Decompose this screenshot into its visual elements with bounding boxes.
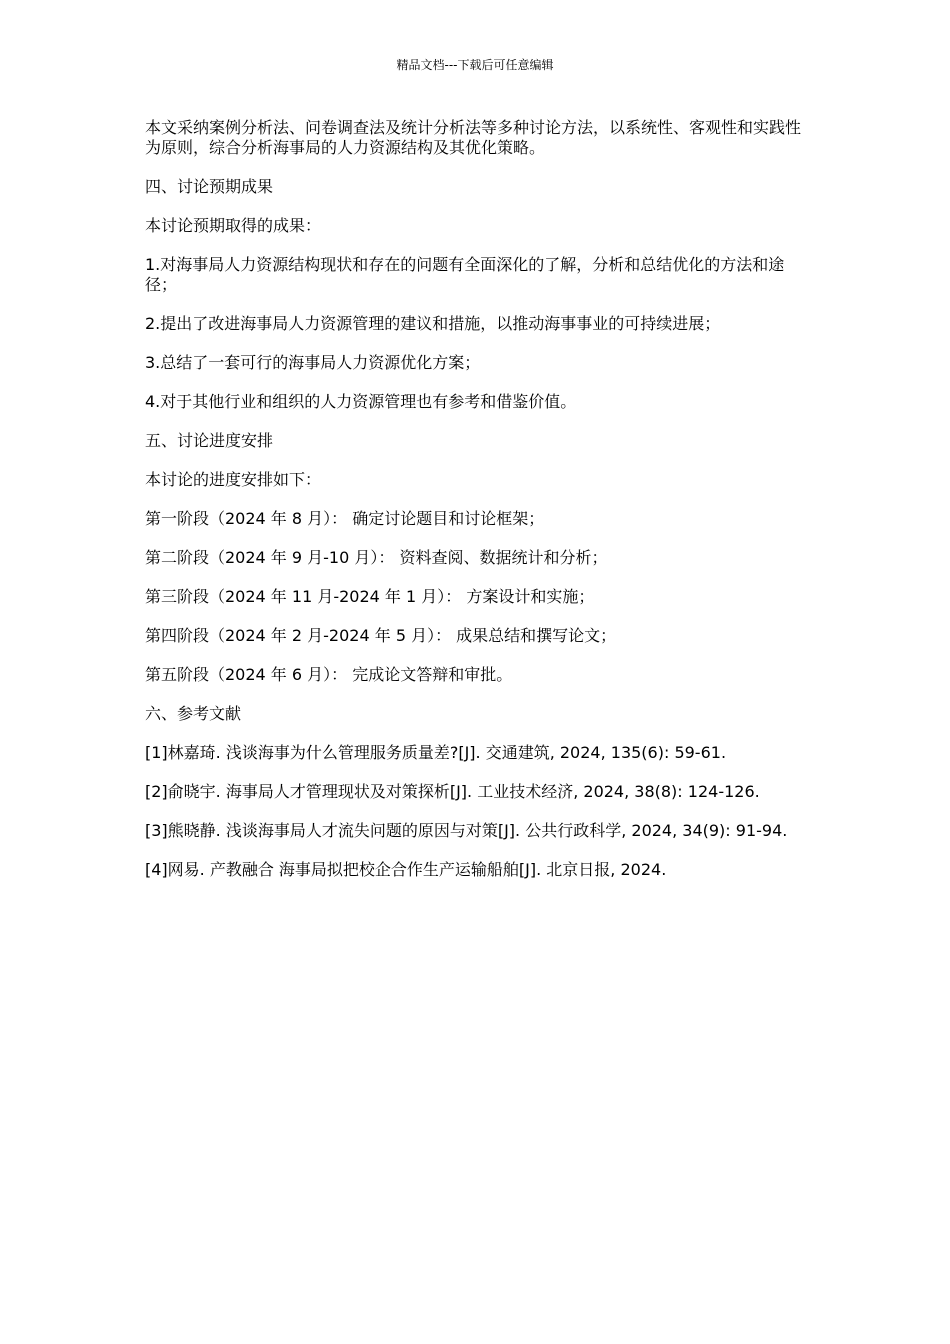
reference-item-1: [1]林嘉琦. 浅谈海事为什么管理服务质量差?[J]. 交通建筑, 2024, 135(6): 59-61. — [145, 743, 727, 762]
stage-item-5: 第五阶段（2024 年 6 月）： 完成论文答辩和审批。 — [145, 665, 513, 684]
reference-item-2: [2]俞晓宇. 海事局人才管理现状及对策探析[J]. 工业技术经济, 2024, 38(8): 124-126. — [145, 782, 760, 801]
stage-item-3: 第三阶段（2024 年 11 月-2024 年 1 月）： 方案设计和实施； — [145, 587, 595, 606]
outcome-item-1: 1.对海事局人力资源结构现状和存在的问题有全面深化的了解，分析和总结优化的方法和途径； — [145, 255, 785, 294]
outcome-item-4: 4.对于其他行业和组织的人力资源管理也有参考和借鉴价值。 — [145, 392, 577, 411]
reference-item-3: [3]熊晓静. 浅谈海事局人才流失问题的原因与对策[J]. 公共行政科学, 2024, 34(9): 91-94. — [145, 821, 788, 840]
intro-paragraph: 本文采纳案例分析法、问卷调查法及统计分析法等多种讨论方法，以系统性、客观性和实践性为原则，综合分析海事局的人力资源结构及其优化策略。 — [145, 118, 802, 157]
stage-item-1: 第一阶段（2024 年 8 月）： 确定讨论题目和讨论框架； — [145, 509, 545, 528]
outcome-item-3: 3.总结了一套可行的海事局人力资源优化方案； — [145, 353, 481, 372]
reference-item-4: [4]网易. 产教融合 海事局拟把校企合作生产运输船舶[J]. 北京日报, 2024. — [145, 860, 667, 879]
section-4-heading: 四、讨论预期成果 — [145, 177, 274, 196]
stage-item-4: 第四阶段（2024 年 2 月-2024 年 5 月）： 成果总结和撰写论文； — [145, 626, 617, 645]
section-5-heading: 五、讨论进度安排 — [145, 431, 274, 450]
document-body — [145, 118, 805, 899]
stage-item-2: 第二阶段（2024 年 9 月-10 月）： 资料查阅、数据统计和分析； — [145, 548, 608, 567]
outcome-item-2: 2.提出了改进海事局人力资源管理的建议和措施，以推动海事事业的可持续进展； — [145, 314, 721, 333]
section-6-heading: 六、参考文献 — [145, 704, 242, 723]
page-header: 精品文档---下载后可任意编辑 — [396, 58, 554, 72]
section-4-lead: 本讨论预期取得的成果： — [145, 216, 322, 235]
section-5-lead: 本讨论的进度安排如下： — [145, 470, 322, 489]
